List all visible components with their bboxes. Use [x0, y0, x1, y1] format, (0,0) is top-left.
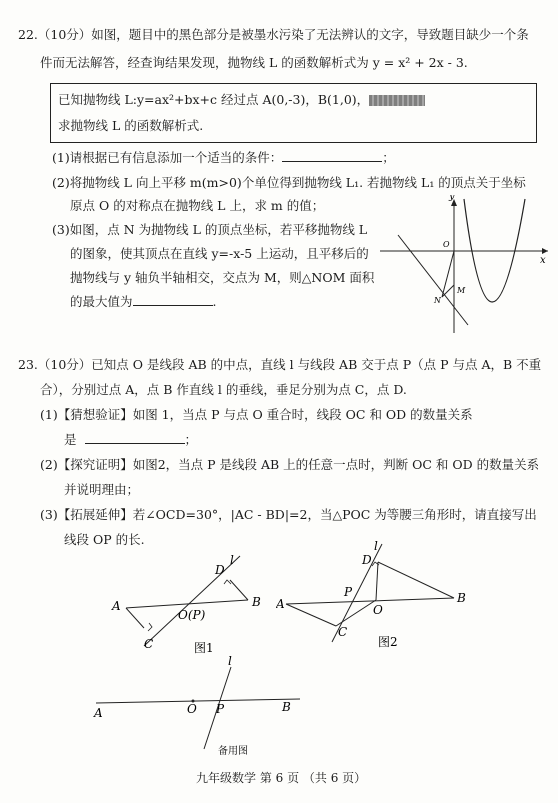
segment-ab	[96, 699, 300, 703]
q22-part3-line4	[70, 294, 217, 310]
label-d: D	[362, 553, 372, 567]
segment-ab	[286, 598, 454, 604]
q23-spare-figure	[88, 655, 318, 760]
label-c: C	[338, 625, 348, 639]
label-b: B	[457, 591, 466, 605]
segment-bd	[378, 562, 454, 598]
label-p: P	[216, 702, 225, 716]
q23-part2-line2: 并说明理由；	[64, 482, 140, 497]
q22-part1-end: ；	[382, 150, 395, 165]
figure1-caption: 图1	[194, 641, 214, 655]
q22-part3-line2: 的图象，使其顶点在直线 y=-x-5 上运动，且平移后的	[70, 246, 369, 261]
figure2-caption: 图2	[378, 635, 398, 649]
page-footer: 九年级数学 第 6 页 （共 6 页）	[196, 771, 367, 785]
q23-part3-line1: (3)【拓展延伸】若∠OCD=30°，|AC - BD|=2，当△POC 为等腰三角形时，请直接写出	[40, 507, 537, 522]
label-o: O	[187, 702, 197, 716]
label-o: O	[443, 240, 450, 249]
q22-box-line1	[58, 92, 425, 108]
q22-part3-line1: (3)如图，点 N 为抛物线 L 的顶点坐标，若平移抛物线 L	[52, 222, 368, 237]
q23-part1-line1: (1)【猜想验证】如图 1，当点 P 与点 O 重合时，线段 OC 和 OD 的数量关系	[40, 407, 473, 422]
q22-part3-line3: 抛物线与 y 轴负半轴相交，交点为 M，则△NOM 面积	[70, 270, 375, 285]
q22-part3-end: .	[212, 294, 217, 309]
segment-ab	[126, 600, 248, 608]
right-angle-c	[148, 623, 152, 631]
answer-blank	[282, 151, 382, 162]
label-l: l	[228, 655, 232, 668]
label-d: D	[215, 563, 225, 577]
q23-part2-line1: (2)【探究证明】如图2，当点 P 是线段 AB 上的任意一点时，判断 OC 和 OD 的数量关系	[40, 457, 540, 472]
x-axis-arrow	[542, 248, 548, 254]
label-c: C	[144, 637, 154, 651]
q22-box-line1-text: 已知抛物线 L:y=ax²+bx+c 经过点 A(0,-3)，B(1,0)，	[58, 92, 370, 107]
q22-stem-line2: 件而无法解答，经查询结果发现，抛物线 L 的函数解析式为 y = x² + 2x - 3.	[40, 55, 468, 70]
label-b: B	[282, 700, 291, 714]
label-o-p: O(P)	[178, 608, 206, 622]
label-b: B	[252, 595, 261, 609]
label-a: A	[276, 597, 285, 611]
q22-part1-text: (1)请根据已有信息添加一个适当的条件：	[52, 150, 283, 165]
label-a: A	[112, 599, 121, 613]
q22-part1	[52, 150, 395, 166]
segment-on	[442, 251, 454, 297]
label-m: M	[457, 286, 466, 295]
label-a: A	[94, 706, 103, 720]
label-n: N	[434, 296, 441, 305]
q23-stem-line2: 合），分别过点 A，点 B 作直线 l 的垂线，垂足分别为点 C，点 D.	[40, 382, 407, 397]
segment-bd	[230, 580, 248, 600]
q23-part1-line2-text: 是	[64, 432, 77, 447]
ink-stain	[369, 95, 425, 106]
label-l: l	[230, 553, 234, 567]
answer-blank	[85, 433, 185, 444]
q22-box-line2: 求抛物线 L 的函数解析式.	[58, 118, 204, 133]
q22-stem-line1: 22.（10分）如图，题目中的黑色部分是被墨水污染了无法辨认的文字，导致题目缺少一个条	[18, 27, 529, 42]
q23-part1-line2	[64, 432, 197, 448]
answer-blank	[133, 295, 213, 306]
q22-part3-line4-text: 的最大值为	[70, 294, 133, 309]
q22-part2-line1: (2)将抛物线 L 向上平移 m(m>0)个单位得到抛物线 L₁. 若抛物线 L₁ 的顶点关于坐标	[52, 175, 526, 190]
q22-part2-line2: 原点 O 的对称点在抛物线 L 上，求 m 的值；	[70, 198, 325, 213]
segment-od	[376, 562, 378, 600]
segment-ac	[286, 604, 336, 626]
q23-figure1	[108, 552, 278, 662]
q23-figure2	[276, 540, 486, 660]
segment-ac	[126, 608, 144, 628]
label-y: y	[449, 195, 455, 202]
q23-part3-line2: 线段 OP 的长.	[64, 532, 145, 547]
q23-stem-line1: 23.（10分）已知点 O 是线段 AB 的中点，直线 l 与线段 AB 交于点 P（点 P 与点 A，B 不重	[18, 357, 542, 372]
label-x: x	[540, 255, 546, 266]
q23-part1-end: ；	[184, 432, 198, 447]
q22-parabola-figure	[380, 195, 550, 335]
label-o: O	[373, 603, 383, 617]
spare-figure-caption: 备用图	[218, 746, 248, 757]
line-y-eq-neg-x-minus-5	[398, 235, 468, 325]
segment-oc	[336, 600, 376, 626]
label-p: P	[344, 585, 353, 599]
label-l: l	[374, 540, 378, 553]
